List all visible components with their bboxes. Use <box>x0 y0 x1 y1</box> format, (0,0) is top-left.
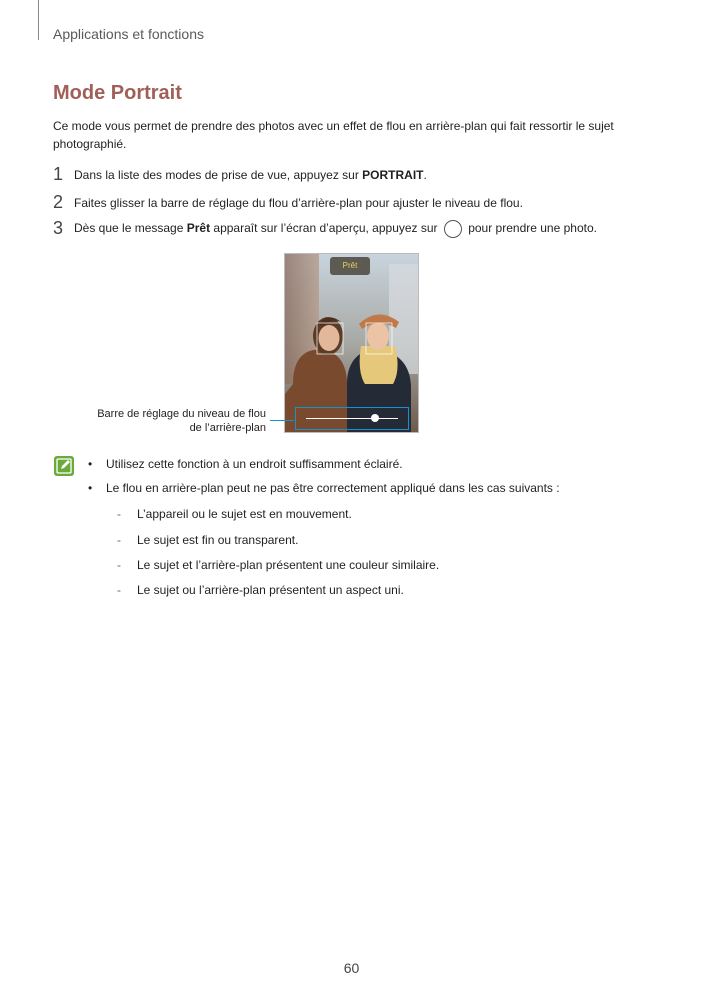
header-corner-rule <box>38 0 39 40</box>
note-sub-item: - Le sujet et l’arrière-plan présentent une couleur similaire. <box>117 558 440 572</box>
note-pen-icon <box>54 456 74 476</box>
camera-preview-screenshot <box>284 253 419 433</box>
note-bullet: • Le flou en arrière-plan peut ne pas être correctement appliqué dans les cas suivants : <box>88 481 560 495</box>
slider-track[interactable] <box>306 418 398 419</box>
note-bullet: • Utilisez cette fonction à un endroit suffisamment éclairé. <box>88 457 403 471</box>
ready-badge: Prêt <box>330 257 370 275</box>
blur-slider[interactable] <box>295 407 409 430</box>
shutter-button-icon <box>444 220 462 238</box>
page-number: 60 <box>343 960 360 976</box>
step-text: Dès que le message Prêt apparaît sur l’écran d’aperçu, appuyez sur pour prendre une photo. <box>74 220 597 238</box>
slider-thumb[interactable] <box>371 414 379 422</box>
intro-paragraph: Ce mode vous permet de prendre des photos avec un effet de flou en arrière-plan qui fait ressortir le sujet photographié. <box>53 119 614 151</box>
step-text: Faites glisser la barre de réglage du flou d’arrière-plan pour ajuster le niveau de flou. <box>74 195 523 210</box>
step-number: 2 <box>53 192 64 212</box>
figure-callout: Barre de réglage du niveau de flou de l’arrière-plan <box>97 408 266 434</box>
step-text: Dans la liste des modes de prise de vue, appuyez sur PORTRAIT. <box>74 167 427 182</box>
callout-line <box>270 420 294 421</box>
step-1 <box>53 164 427 185</box>
portrait-keyword: PORTRAIT <box>362 167 424 182</box>
step-number: 1 <box>53 164 64 184</box>
step-2 <box>53 192 523 213</box>
ready-keyword: Prêt <box>186 220 211 235</box>
note-sub-item: - L’appareil ou le sujet est en mouvement. <box>117 507 352 521</box>
step-3 <box>53 218 597 239</box>
section-title: Mode Portrait <box>53 82 182 104</box>
running-header: Applications et fonctions <box>53 26 204 42</box>
step-number: 3 <box>53 218 64 238</box>
note-sub-item: - Le sujet est fin ou transparent. <box>117 533 299 547</box>
portrait-photo <box>285 254 418 432</box>
note-sub-item: - Le sujet ou l’arrière-plan présentent un aspect uni. <box>117 583 404 597</box>
